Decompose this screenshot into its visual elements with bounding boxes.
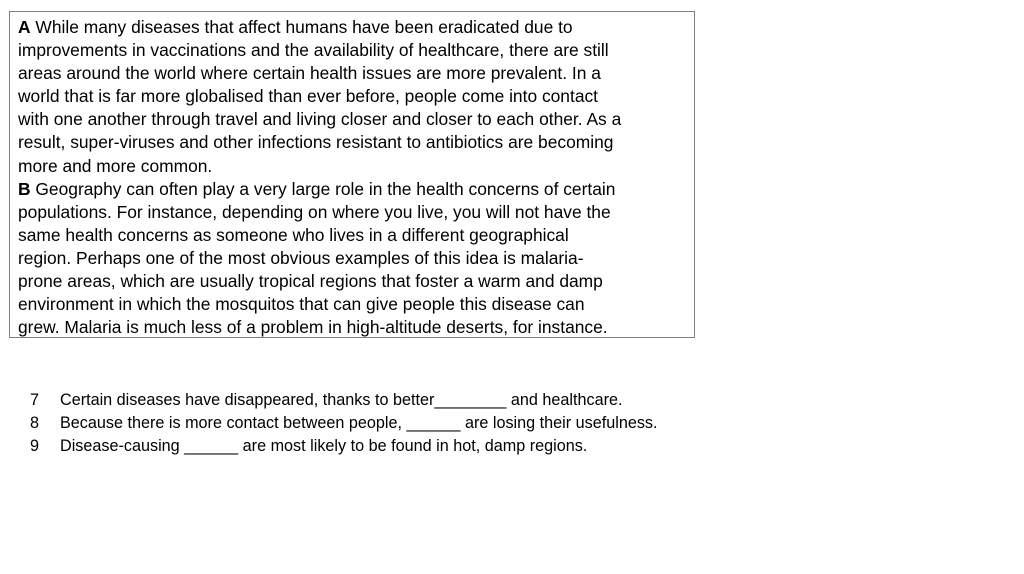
question-list — [30, 389, 658, 458]
question-number: 7 — [30, 391, 40, 409]
paragraph-a-line: world that is far more globalised than ever before, people come into contact — [18, 86, 599, 107]
paragraph-a-line: A While many diseases that affect humans have been eradicated due to — [18, 17, 573, 37]
paragraph-a-line: areas around the world where certain health issues are more prevalent. In a — [18, 63, 601, 84]
question-item — [30, 435, 658, 458]
paragraph-a-letter: A — [18, 17, 31, 37]
reading-passage — [9, 11, 695, 338]
question-number: 8 — [30, 414, 40, 432]
paragraph-a-line: improvements in vaccinations and the availability of healthcare, there are still — [18, 40, 609, 61]
paragraph-b-letter: B — [18, 178, 31, 199]
question-number: 9 — [30, 437, 40, 455]
paragraph-b-line: prone areas, which are usually tropical regions that foster a warm and damp — [18, 271, 603, 292]
question-text: Certain diseases have disappeared, thanks to better________ and healthcare. — [60, 391, 623, 409]
paragraph-a-line: with one another through travel and living closer and closer to each other. As a — [18, 109, 622, 130]
paragraph-b-line: B Geography can often play a very large role in the health concerns of certain — [18, 178, 616, 199]
paragraph-b-line: grew. Malaria is much less of a problem in high-altitude deserts, for instance. — [18, 317, 608, 338]
question-text: Because there is more contact between people, ______ are losing their usefulness. — [60, 414, 658, 432]
paragraph-b-line: region. Perhaps one of the most obvious examples of this idea is malaria- — [18, 247, 584, 268]
question-text: Disease-causing ______ are most likely to be found in hot, damp regions. — [60, 437, 588, 455]
paragraph-b-line: environment in which the mosquitos that can give people this disease can — [18, 294, 585, 315]
question-item — [30, 412, 658, 435]
paragraph-b-line: same health concerns as someone who lives in a different geographical — [18, 224, 569, 245]
paragraph-b-line: populations. For instance, depending on where you live, you will not have the — [18, 201, 611, 222]
paragraph-a-line: more and more common. — [18, 155, 213, 176]
question-item — [30, 389, 658, 412]
paragraph-a-line: result, super-viruses and other infections resistant to antibiotics are becoming — [18, 132, 614, 153]
